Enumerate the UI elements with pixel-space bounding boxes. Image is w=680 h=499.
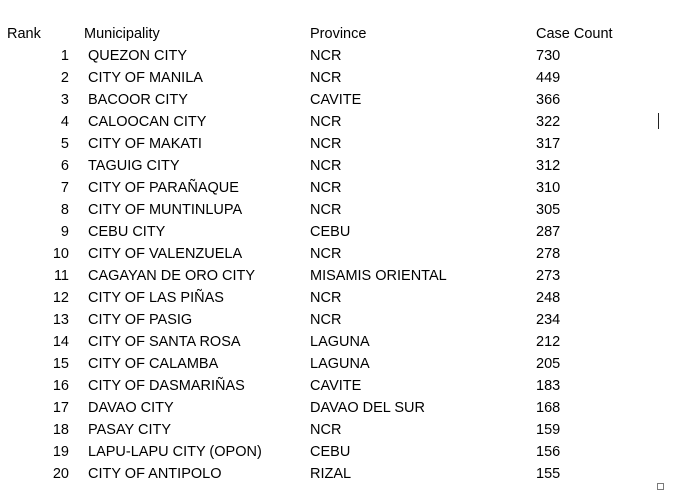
municipality-cell: CITY OF DASMARIÑAS	[88, 378, 245, 394]
resize-handle[interactable]	[657, 483, 664, 490]
rank-cell: 9	[60, 224, 69, 240]
municipality-cell: CITY OF MUNTINLUPA	[88, 202, 243, 218]
header-rank: Rank	[7, 26, 41, 42]
rank-cell: 17	[52, 400, 69, 416]
municipality-cell: CALOOCAN CITY	[88, 114, 207, 130]
table-row	[0, 463, 680, 485]
table-row	[0, 133, 680, 155]
rank-cell: 14	[52, 334, 69, 350]
province-cell: NCR	[310, 136, 342, 152]
municipality-cell: CITY OF MANILA	[88, 70, 203, 86]
rank-cell: 2	[60, 70, 69, 86]
table-row	[0, 111, 680, 133]
case-count-cell: 322	[536, 114, 561, 130]
province-cell: NCR	[310, 180, 342, 196]
province-cell: NCR	[310, 202, 342, 218]
municipality-cell: CITY OF CALAMBA	[88, 356, 219, 372]
province-cell: NCR	[310, 246, 342, 262]
rank-cell: 6	[60, 158, 69, 174]
province-cell: NCR	[310, 158, 342, 174]
case-count-cell: 312	[536, 158, 561, 174]
case-count-cell: 155	[536, 466, 561, 482]
province-cell: NCR	[310, 290, 342, 306]
province-cell: NCR	[310, 48, 342, 64]
municipality-cell: TAGUIG CITY	[88, 158, 180, 174]
case-count-cell: 317	[536, 136, 561, 152]
case-count-cell: 305	[536, 202, 561, 218]
table-row	[0, 441, 680, 463]
rank-cell: 1	[60, 48, 69, 64]
case-count-cell: 310	[536, 180, 561, 196]
table-row	[0, 67, 680, 89]
case-count-cell: 366	[536, 92, 561, 108]
case-count-cell: 156	[536, 444, 561, 460]
municipality-cell: CITY OF LAS PIÑAS	[88, 290, 224, 306]
municipality-cell: CITY OF ANTIPOLO	[88, 466, 222, 482]
rank-cell: 10	[52, 246, 69, 262]
province-cell: CAVITE	[310, 378, 362, 394]
table-row	[0, 45, 680, 67]
table-header-row	[0, 23, 680, 45]
municipality-cell: PASAY CITY	[88, 422, 171, 438]
province-cell: NCR	[310, 422, 342, 438]
rank-cell: 16	[52, 378, 69, 394]
case-count-cell: 287	[536, 224, 561, 240]
municipality-cell: CITY OF PARAÑAQUE	[88, 180, 239, 196]
table-row	[0, 287, 680, 309]
table-row	[0, 89, 680, 111]
table-row	[0, 353, 680, 375]
province-cell: RIZAL	[310, 466, 352, 482]
rank-cell: 7	[60, 180, 69, 196]
municipality-cell: DAVAO CITY	[88, 400, 174, 416]
province-cell: CEBU	[310, 224, 351, 240]
case-count-cell: 730	[536, 48, 561, 64]
municipality-cell: QUEZON CITY	[88, 48, 188, 64]
province-cell: NCR	[310, 70, 342, 86]
rank-cell: 13	[52, 312, 69, 328]
rank-cell: 4	[60, 114, 69, 130]
rank-cell: 15	[52, 356, 69, 372]
case-count-cell: 168	[536, 400, 561, 416]
table-row	[0, 265, 680, 287]
rank-cell: 3	[60, 92, 69, 108]
table-row	[0, 397, 680, 419]
rank-cell: 20	[52, 466, 69, 482]
case-count-cell: 278	[536, 246, 561, 262]
table-row	[0, 375, 680, 397]
province-cell: CEBU	[310, 444, 351, 460]
table-row	[0, 419, 680, 441]
table-row	[0, 221, 680, 243]
municipality-cell: CEBU CITY	[88, 224, 166, 240]
text-cursor	[658, 113, 659, 129]
rank-cell: 11	[53, 268, 69, 284]
municipality-cell: BACOOR CITY	[88, 92, 188, 108]
case-count-cell: 183	[536, 378, 561, 394]
table-row	[0, 309, 680, 331]
case-count-cell: 248	[536, 290, 561, 306]
municipality-cell: CITY OF PASIG	[88, 312, 193, 328]
rank-cell: 18	[52, 422, 69, 438]
header-case-count: Case Count	[536, 26, 613, 42]
table-row	[0, 331, 680, 353]
rank-cell: 5	[60, 136, 69, 152]
case-count-cell: 205	[536, 356, 561, 372]
table-row	[0, 243, 680, 265]
province-cell: NCR	[310, 312, 342, 328]
rank-cell: 12	[52, 290, 69, 306]
table-row	[0, 155, 680, 177]
header-municipality: Municipality	[84, 26, 160, 42]
municipality-cell: CAGAYAN DE ORO CITY	[88, 268, 256, 284]
province-cell: CAVITE	[310, 92, 362, 108]
rank-cell: 19	[52, 444, 69, 460]
province-cell: MISAMIS ORIENTAL	[310, 268, 447, 284]
rank-cell: 8	[60, 202, 69, 218]
case-count-cell: 449	[536, 70, 561, 86]
case-count-cell: 273	[536, 268, 561, 284]
municipality-cell: LAPU-LAPU CITY (OPON)	[88, 444, 262, 460]
province-cell: LAGUNA	[310, 356, 370, 372]
municipality-cell: CITY OF SANTA ROSA	[88, 334, 241, 350]
header-province: Province	[310, 26, 367, 42]
case-count-cell: 212	[536, 334, 561, 350]
province-cell: DAVAO DEL SUR	[310, 400, 425, 416]
case-count-cell: 234	[536, 312, 561, 328]
municipality-cell: CITY OF VALENZUELA	[88, 246, 243, 262]
case-count-cell: 159	[536, 422, 561, 438]
municipality-cell: CITY OF MAKATI	[88, 136, 202, 152]
table-row	[0, 199, 680, 221]
table-row	[0, 177, 680, 199]
province-cell: NCR	[310, 114, 342, 130]
province-cell: LAGUNA	[310, 334, 370, 350]
